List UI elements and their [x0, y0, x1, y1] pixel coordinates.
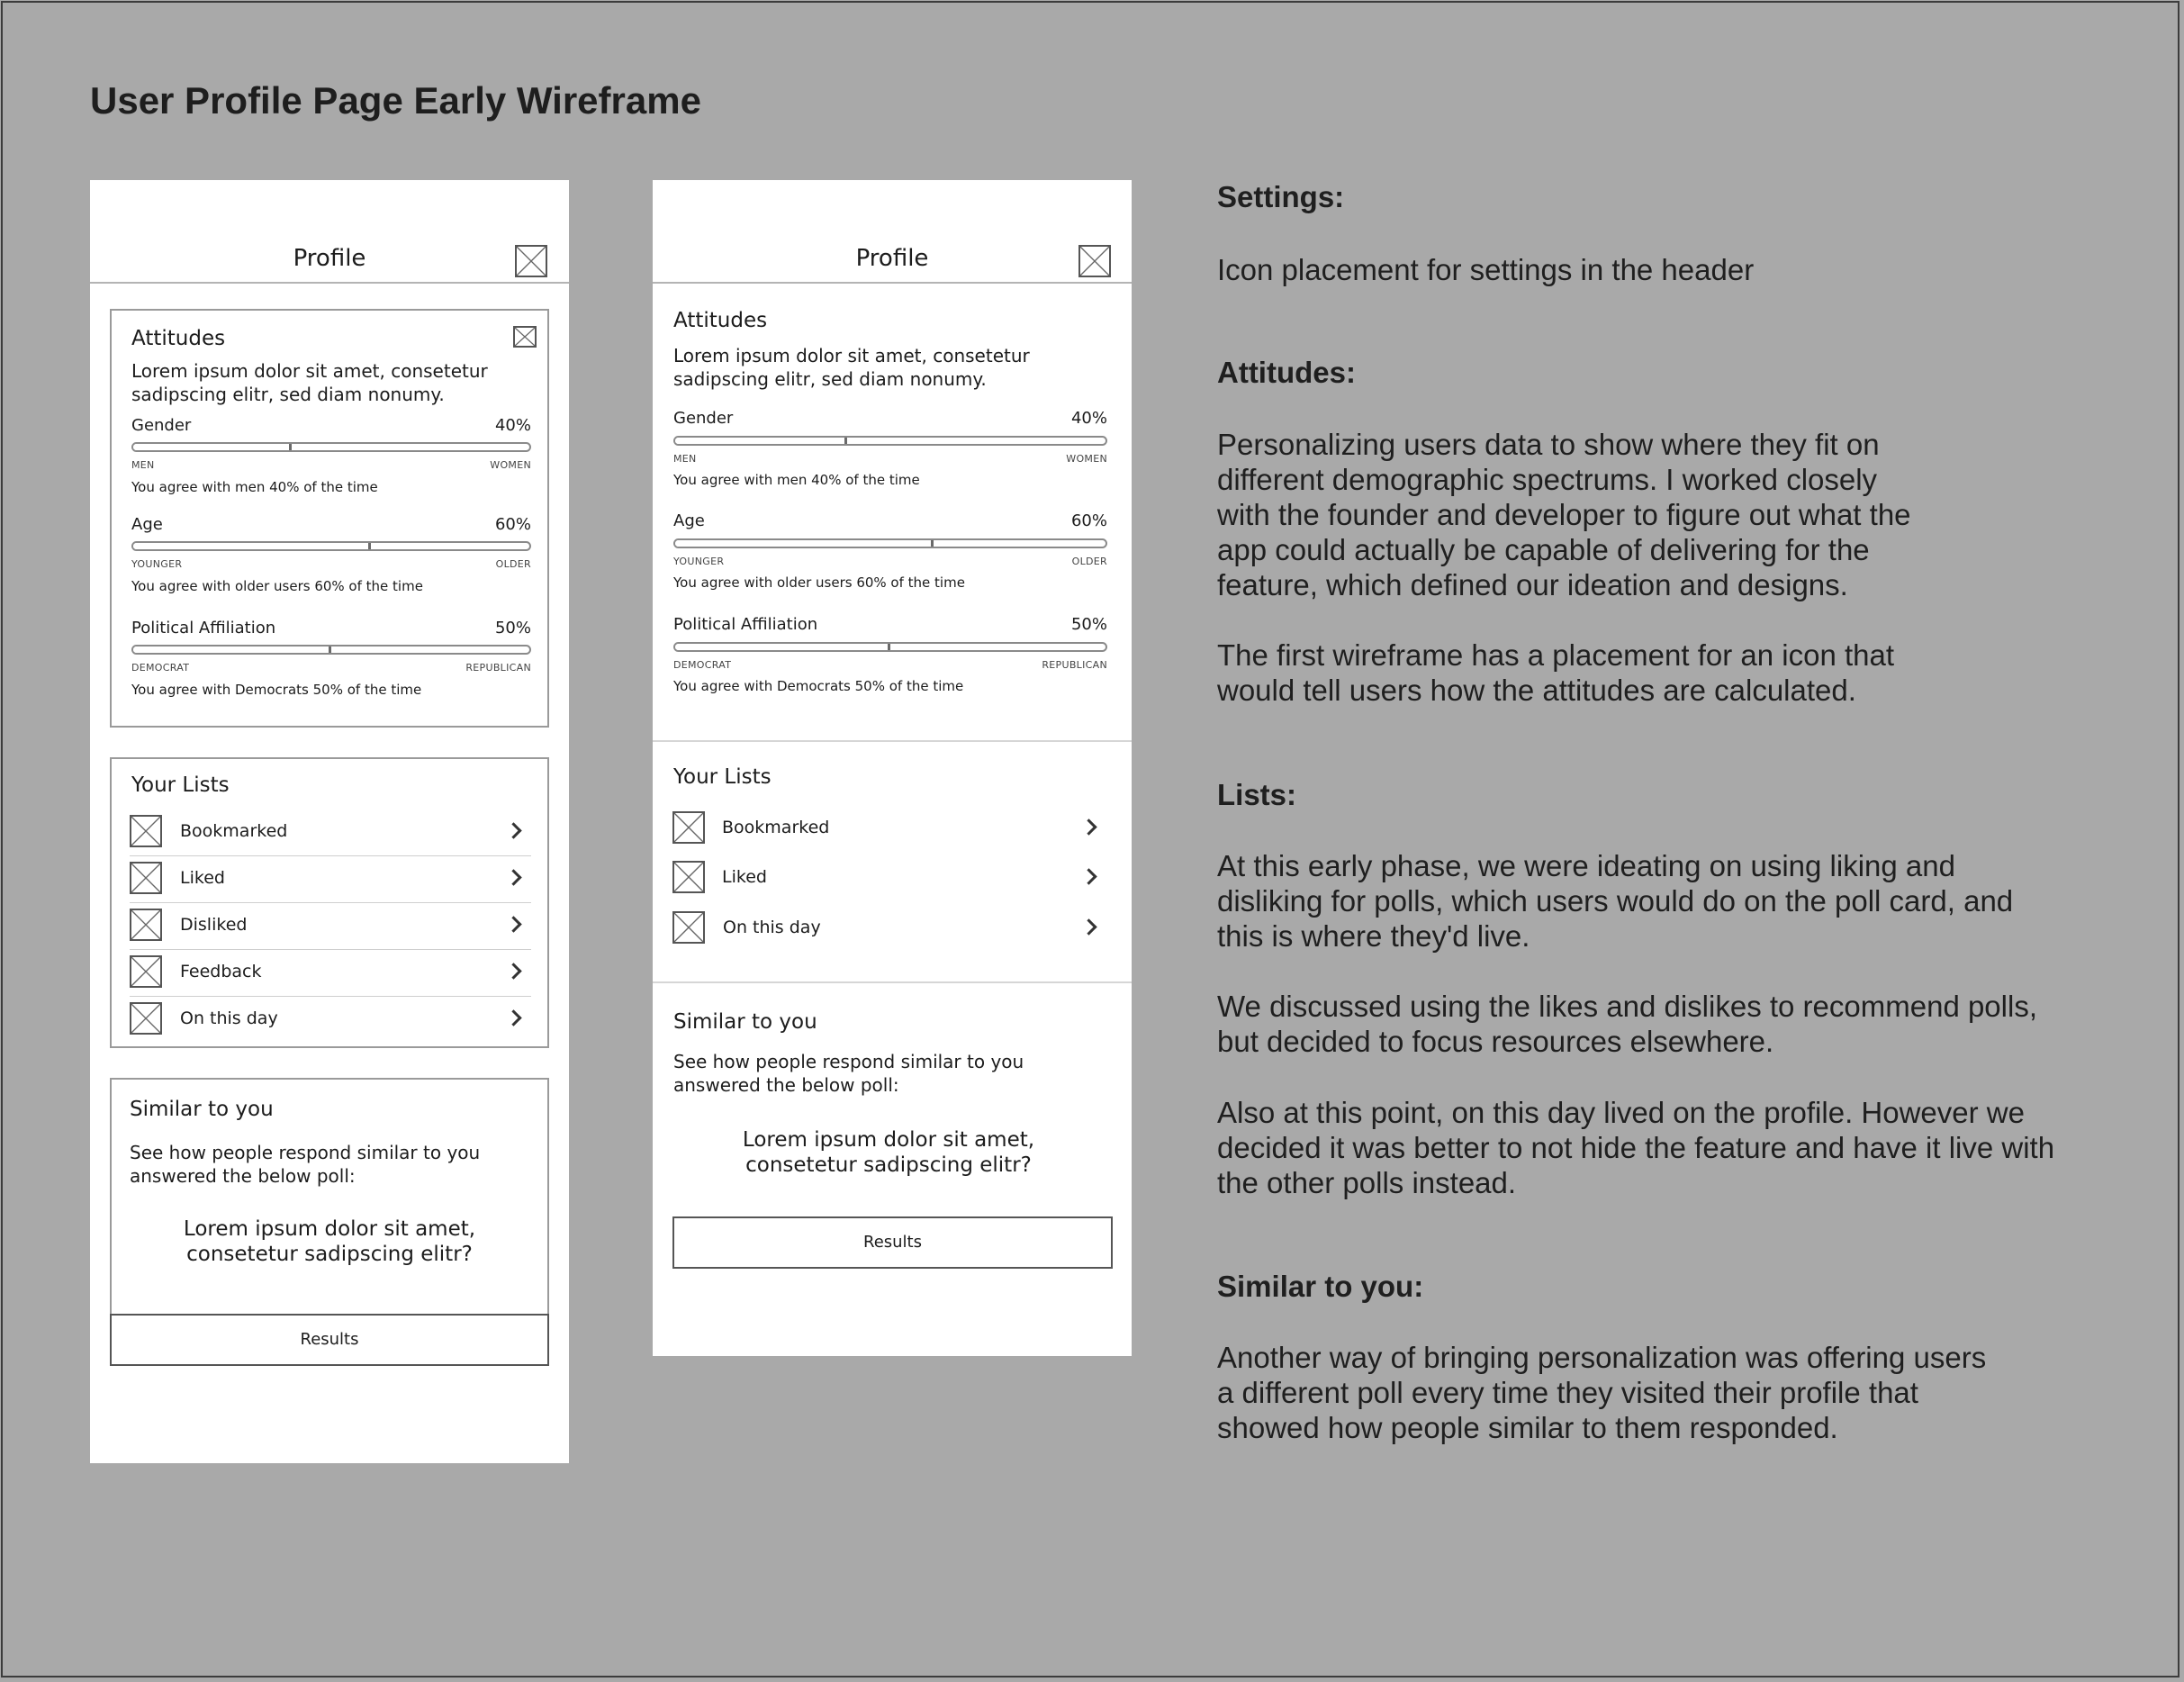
note-paragraph: We discussed using the likes and dislikes to recommend polls, but decided to focus resources elsewhere.: [1217, 990, 2037, 1058]
attitude-bar: [673, 538, 1107, 548]
attitude-percent: 40%: [494, 416, 531, 435]
list-item-bookmarked[interactable]: [672, 803, 1106, 854]
note-paragraph: Personalizing users data to show where they fit on different demographic spectrums. I worked closely with the founder and developer to figure out what the app could actually be capable of delivering for the feature, which defined our ideation and designs.: [1217, 428, 1911, 601]
placeholder-image-icon: [672, 861, 705, 893]
attitude-bar: [131, 442, 531, 452]
attitude-note: You agree with older users 60% of the time: [673, 574, 965, 591]
scale-left-label: MEN: [673, 453, 697, 465]
attitude-note: You agree with men 40% of the time: [673, 472, 920, 488]
chevron-right-icon: [505, 1009, 521, 1026]
attitude-label: Gender: [673, 409, 734, 428]
header-divider: [90, 282, 569, 284]
chevron-right-icon: [505, 963, 521, 979]
note-paragraph: The first wireframe has a placement for an icon that would tell users how the attitudes are calculated.: [1217, 638, 1895, 707]
scale-right-label: REPUBLICAN: [465, 662, 531, 674]
scale-right-label: OLDER: [495, 558, 531, 570]
placeholder-image-icon: [130, 909, 162, 941]
placeholder-image-icon: [130, 862, 162, 894]
attitude-bar: [131, 541, 531, 551]
note-heading-lists: Lists:: [1217, 778, 1297, 811]
scale-left-label: YOUNGER: [131, 558, 183, 570]
wireframe-a: [90, 180, 569, 1463]
settings-placeholder-icon[interactable]: [515, 245, 547, 277]
list-item-label: Liked: [180, 868, 225, 888]
attitude-percent: 50%: [1070, 615, 1107, 634]
chevron-right-icon: [505, 916, 521, 932]
lists-card: [110, 757, 549, 1048]
list-item-label: Feedback: [180, 962, 262, 981]
row-divider: [130, 855, 531, 856]
placeholder-image-icon: [130, 815, 162, 847]
poll-question: Lorem ipsum dolor sit amet, consetetur sadipscing elitr?: [742, 1128, 1035, 1177]
attitude-note: You agree with Democrats 50% of the time: [131, 682, 422, 698]
results-button[interactable]: Results: [110, 1314, 549, 1366]
list-item-on-this-day[interactable]: [672, 903, 1106, 954]
placeholder-image-icon: [130, 1002, 162, 1035]
attitude-bar-fill: [675, 644, 890, 650]
attitude-age: [673, 511, 1107, 601]
list-item-label: On this day: [180, 1008, 278, 1028]
attitude-bar: [673, 642, 1107, 652]
placeholder-image-icon: [672, 811, 705, 844]
similar-title: Similar to you: [673, 1010, 817, 1034]
list-item-label: Bookmarked: [180, 821, 288, 841]
list-item-liked[interactable]: [130, 857, 531, 904]
attitude-bar: [673, 436, 1107, 446]
attitude-percent: 60%: [1070, 511, 1107, 530]
similar-description: See how people respond similar to you answered the below poll:: [673, 1051, 1024, 1096]
page-title: User Profile Page Early Wireframe: [90, 79, 701, 122]
row-divider: [130, 996, 531, 997]
row-divider: [130, 949, 531, 950]
attitude-gender: [131, 416, 531, 506]
list-item-label: On this day: [723, 918, 821, 937]
info-placeholder-icon[interactable]: [513, 326, 537, 348]
list-item-label: Liked: [722, 867, 767, 887]
note-paragraph: Another way of bringing personalization was offering users a different poll every time they visited their profile that showed how people similar to them responded.: [1217, 1341, 1987, 1444]
header-title: Profile: [855, 245, 929, 272]
note-heading-similar: Similar to you:: [1217, 1270, 1424, 1303]
attitude-political: [131, 619, 531, 709]
section-divider: [653, 740, 1132, 742]
list-item-feedback[interactable]: [130, 951, 531, 998]
row-divider: [130, 902, 531, 903]
chevron-right-icon: [1080, 868, 1097, 884]
chevron-right-icon: [1080, 818, 1097, 835]
placeholder-image-icon: [130, 955, 162, 988]
attitude-label: Gender: [131, 416, 192, 435]
attitude-bar-fill: [133, 444, 292, 450]
attitude-bar-fill: [675, 438, 847, 444]
lists-title: Your Lists: [673, 765, 772, 789]
list-item-label: Bookmarked: [722, 818, 830, 837]
scale-left-label: DEMOCRAT: [673, 659, 732, 671]
scale-right-label: WOMEN: [1066, 453, 1107, 465]
attitude-percent: 60%: [494, 515, 531, 534]
attitudes-card: [110, 309, 549, 728]
note-paragraph: At this early phase, we were ideating on using liking and disliking for polls, which users would do on the poll card, and this is where they'd live.: [1217, 849, 2014, 953]
attitude-note: You agree with older users 60% of the time: [131, 578, 423, 594]
note-paragraph: Icon placement for settings in the header: [1217, 253, 1755, 286]
attitude-bar-fill: [133, 647, 331, 653]
attitude-political: [673, 615, 1107, 705]
attitudes-description: Lorem ipsum dolor sit amet, consetetur sadipscing elitr, sed diam nonumy.: [131, 360, 488, 405]
section-divider: [653, 981, 1132, 983]
chevron-right-icon: [1080, 918, 1097, 935]
placeholder-image-icon: [672, 911, 705, 944]
chevron-right-icon: [505, 822, 521, 838]
list-item-liked[interactable]: [672, 853, 1106, 903]
list-item-on-this-day[interactable]: [130, 998, 531, 1044]
list-item-bookmarked[interactable]: [130, 810, 531, 857]
attitude-gender: [673, 409, 1107, 499]
results-button[interactable]: Results: [672, 1216, 1113, 1269]
attitude-label: Age: [673, 511, 705, 530]
scale-right-label: REPUBLICAN: [1042, 659, 1107, 671]
attitude-label: Political Affiliation: [673, 615, 818, 634]
list-item-label: Disliked: [180, 915, 248, 935]
wireframe-b: [653, 180, 1132, 1356]
note-heading-settings: Settings:: [1217, 180, 1345, 213]
attitude-note: You agree with Democrats 50% of the time: [673, 678, 964, 694]
scale-right-label: WOMEN: [490, 459, 531, 471]
similar-description: See how people respond similar to you answered the below poll:: [130, 1142, 481, 1187]
header-divider: [653, 282, 1132, 284]
scale-right-label: OLDER: [1071, 556, 1107, 567]
attitudes-title: Attitudes: [131, 327, 226, 350]
list-item-disliked[interactable]: [130, 904, 531, 951]
attitude-percent: 50%: [494, 619, 531, 638]
attitude-label: Age: [131, 515, 163, 534]
attitude-bar-fill: [675, 540, 934, 547]
attitude-note: You agree with men 40% of the time: [131, 479, 378, 495]
scale-left-label: DEMOCRAT: [131, 662, 190, 674]
attitudes-description: Lorem ipsum dolor sit amet, consetetur sadipscing elitr, sed diam nonumy.: [673, 345, 1030, 390]
attitude-bar-fill: [133, 543, 371, 549]
note-paragraph: Also at this point, on this day lived on the profile. However we decided it was better to not hide the feature and have it live with the other polls instead.: [1217, 1096, 2055, 1199]
settings-placeholder-icon[interactable]: [1078, 245, 1111, 277]
scale-left-label: YOUNGER: [673, 556, 725, 567]
attitudes-title: Attitudes: [673, 309, 768, 332]
attitude-percent: 40%: [1070, 409, 1107, 428]
chevron-right-icon: [505, 869, 521, 885]
attitude-age: [131, 515, 531, 605]
header-title: Profile: [293, 245, 366, 272]
lists-title: Your Lists: [131, 773, 230, 797]
note-heading-attitudes: Attitudes:: [1217, 356, 1356, 389]
scale-left-label: MEN: [131, 459, 155, 471]
attitude-bar: [131, 645, 531, 655]
poll-question: Lorem ipsum dolor sit amet, consetetur sadipscing elitr?: [183, 1217, 476, 1266]
similar-title: Similar to you: [130, 1098, 274, 1121]
attitude-label: Political Affiliation: [131, 619, 276, 638]
